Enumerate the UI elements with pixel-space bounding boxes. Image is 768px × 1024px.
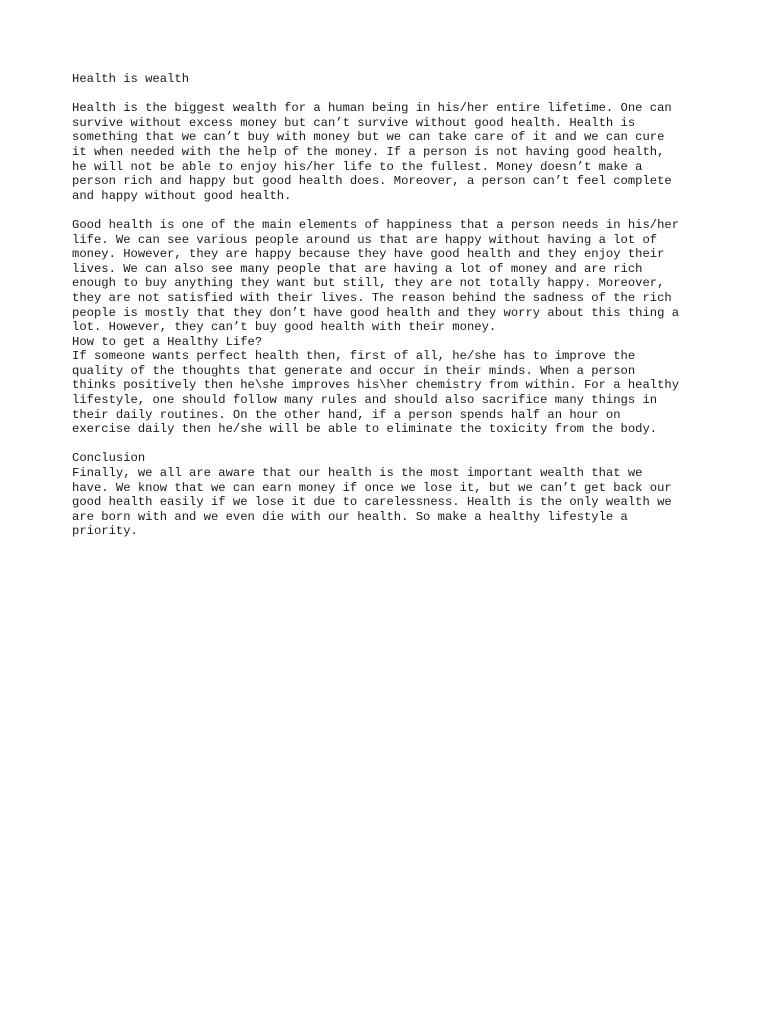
paragraph-conclusion [72, 466, 712, 539]
text-line: people is mostly that they don’t have good health and they worry about this thing a [72, 305, 680, 320]
paragraph-healthy-life [72, 349, 712, 437]
text-line: enough to buy anything they want but still, they are not totally happy. Moreover, [72, 276, 665, 291]
text-line: life. We can see various people around us that are happy without having a lot of [72, 232, 658, 247]
document-title: Health is wealth [72, 72, 190, 86]
text-line: person rich and happy but good health does. Moreover, a person can’t feel complete [72, 174, 672, 189]
document-page [72, 72, 712, 539]
subheading-conclusion: Conclusion [72, 451, 146, 466]
text-line: are born with and we even die with our health. So make a healthy lifestyle a [72, 509, 628, 524]
text-line: have. We know that we can earn money if once we lose it, but we can’t get back our [72, 480, 672, 495]
text-line: Good health is one of the main elements of happiness that a person needs in his/her [72, 217, 680, 232]
paragraph-intro [72, 101, 712, 203]
text-line: it when needed with the help of the money. If a person is not having good health, [72, 144, 665, 159]
text-line: lives. We can also see many people that are having a lot of money and are rich [72, 261, 643, 276]
text-line: he will not be able to enjoy his/her life to the fullest. Money doesn’t make a [72, 159, 643, 174]
text-line: priority. [72, 524, 138, 539]
text-line: lot. However, they can’t buy good health with their money. [72, 320, 497, 335]
text-line: they are not satisfied with their lives. The reason behind the sadness of the rich [72, 290, 672, 305]
text-line: survive without excess money but can’t survive without good health. Health is [72, 115, 636, 130]
text-line: their daily routines. On the other hand, if a person spends half an hour on [72, 407, 621, 422]
text-line: good health easily if we lose it due to carelessness. Health is the only wealth we [72, 495, 672, 510]
text-line: thinks positively then he\she improves his\her chemistry from within. For a healthy [72, 378, 680, 393]
subheading-healthy-life: How to get a Healthy Life? [72, 334, 263, 349]
paragraph-spacer [72, 437, 712, 452]
text-line: Health is the biggest wealth for a human being in his/her entire lifetime. One can [72, 101, 672, 116]
paragraph-spacer [72, 203, 712, 218]
text-line: quality of the thoughts that generate and occur in their minds. When a person [72, 363, 636, 378]
paragraph-spacer [72, 87, 712, 102]
text-line: Finally, we all are aware that our health is the most important wealth that we [72, 466, 643, 481]
paragraph-happiness [72, 218, 712, 335]
text-line: money. However, they are happy because they have good health and they enjoy their [72, 247, 665, 262]
text-line: and happy without good health. [72, 188, 292, 203]
text-line: exercise daily then he/she will be able to eliminate the toxicity from the body. [72, 422, 658, 437]
text-line: lifestyle, one should follow many rules and should also sacrifice many things in [72, 393, 658, 408]
text-line: something that we can’t buy with money but we can take care of it and we can cure [72, 130, 665, 145]
text-line: If someone wants perfect health then, first of all, he/she has to improve the [72, 349, 636, 364]
